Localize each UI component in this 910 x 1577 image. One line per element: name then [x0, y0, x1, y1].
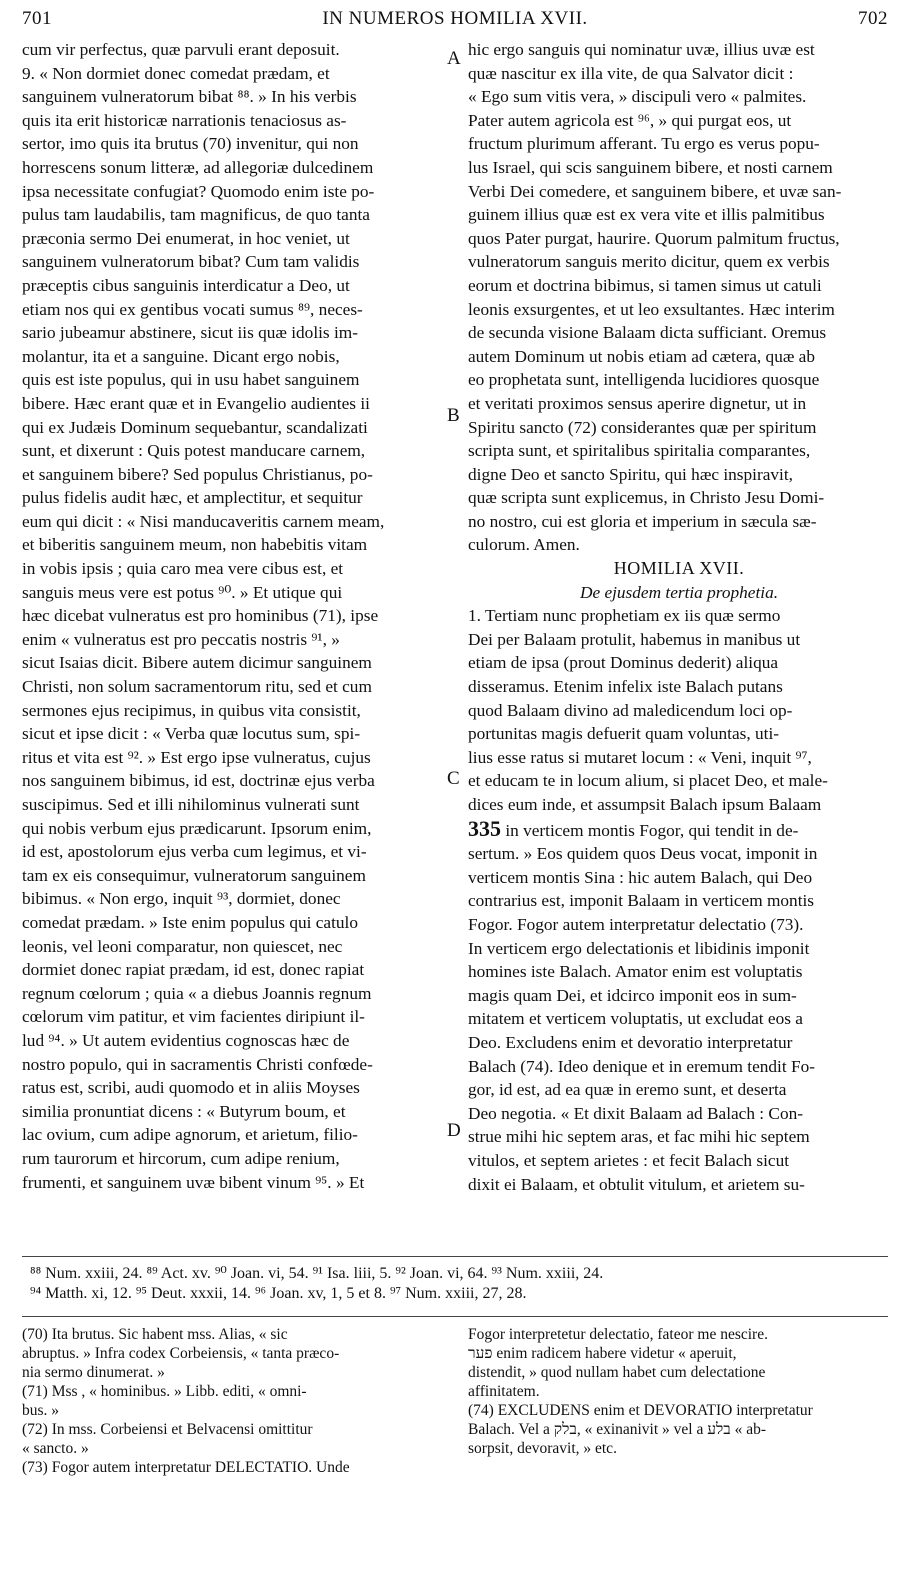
note-line: (73) Fogor autem interpretatur DELECTATIO. Unde: [22, 1459, 350, 1476]
text-line: comedat prædam. » Iste enim populus qui catulo: [22, 912, 358, 932]
text-line: lud ⁹⁴. » Ut autem evidentius cognoscas hæc de: [22, 1030, 350, 1050]
text-line: Spiritu sancto (72) considerantes quæ per spiritum: [468, 417, 817, 437]
text-line: rum taurorum et hircorum, cum adipe renium,: [22, 1148, 340, 1168]
text-line: enim « vulneratus est pro peccatis nostris ⁹¹, »: [22, 629, 340, 649]
notes-left-column: [22, 1325, 446, 1477]
text-line: sertor, imo quis ita brutus (70) invenitur, qui non: [22, 134, 359, 154]
text-line: « Ego sum vitis vera, » discipuli vero « palmites.: [468, 87, 807, 107]
original-page-marker: 335: [468, 816, 501, 841]
note-line: abruptus. » Infra codex Corbeiensis, « tanta præco-: [22, 1345, 340, 1362]
scripture-references: [30, 1264, 890, 1304]
reference-line: ⁸⁸ Num. xxiii, 24. ⁸⁹ Act. xv. ⁹⁰ Joan. vi, 54. ⁹¹ Isa. liii, 5. ⁹² Joan. vi, 64. ⁹³ Num. xxiii, 24.: [30, 1265, 604, 1282]
text-line: quos Pater purgat, haurire. Quorum palmitum fructus,: [468, 228, 840, 248]
text-line: Christi, non solum sacramentorum ritu, sed et cum: [22, 677, 372, 697]
text-line: culorum. Amen.: [468, 535, 580, 555]
text-line: autem Dominum ut nobis etiam ad cætera, quæ ab: [468, 346, 815, 366]
margin-letter-d: D: [447, 1120, 461, 1141]
text-line: quis est iste populus, qui in usu habet sanguinem: [22, 370, 360, 390]
text-line: nos sanguinem bibimus, id est, doctrinæ ejus verba: [22, 771, 375, 791]
margin-letter-a: A: [447, 48, 461, 69]
text-line: lius esse ratus si mutaret locum : « Veni, inquit ⁹⁷,: [468, 747, 812, 767]
text-line: digne Deo et sancto Spiritu, qui hæc inspiravit,: [468, 464, 793, 484]
text-line: no nostro, cui est gloria et imperium in sæcula sæ-: [468, 511, 817, 531]
text-line: lus Israel, qui scis sanguinem bibere, et nosti carnem: [468, 157, 833, 177]
page-number-right: 702: [858, 8, 888, 29]
text-line: quæ scripta sunt explicemus, in Christo Jesu Domi-: [468, 488, 825, 508]
note-line: פער enim radicem habere videtur « aperuit,: [468, 1345, 737, 1362]
text-line: homines iste Balach. Amator enim est voluptatis: [468, 962, 803, 982]
text-line: Fogor. Fogor autem interpretatur delectatio (73).: [468, 914, 804, 934]
text-line: leonis exsurgentes, et ut leo exsultantes. Hæc interim: [468, 299, 835, 319]
text-line: etiam nos qui ex gentibus vocati sumus ⁸⁹, neces-: [22, 299, 363, 319]
text-line: guinem illius quæ est ex vera vite et illis palmitibus: [468, 205, 825, 225]
text-line: ritus et vita est ⁹². » Est ergo ipse vulneratus, cujus: [22, 747, 371, 767]
text-line: Balach (74). Ideo denique et in eremum tendit Fo-: [468, 1056, 815, 1076]
text-line: 9. « Non dormiet donec comedat prædam, et: [22, 63, 330, 83]
note-line: (70) Ita brutus. Sic habent mss. Alias, « sic: [22, 1326, 288, 1343]
text-line: bibere. Hæc erant quæ et in Evangelio audientes ii: [22, 393, 370, 413]
text-line: [468, 817, 890, 843]
text-line: tam ex eis consequimur, vulneratorum sanguinem: [22, 865, 366, 885]
text-line: sertum. » Eos quidem quos Deus vocat, imponit in: [468, 844, 818, 864]
text-line: Pater autem agricola est ⁹⁶, » qui purgat eos, ut: [468, 110, 792, 130]
text-line: ipsa necessitate confugiat? Quomodo enim iste po-: [22, 181, 375, 201]
text-line: Deo. Excludens enim et devoratio interpretatur: [468, 1032, 793, 1052]
running-title: IN NUMEROS HOMILIA XVII.: [322, 8, 588, 29]
references-divider: [22, 1256, 888, 1257]
text-line: suscipimus. Sed et illi nihilominus vulnerati sunt: [22, 795, 360, 814]
notes-divider: [22, 1316, 888, 1317]
text-line: sunt, et dixerunt : Quis potest manducare carnem,: [22, 441, 366, 461]
text-line: quod Balaam divino ad maledicendum loci op-: [468, 700, 793, 720]
notes-right-column: [468, 1325, 890, 1458]
text-line: mitatem et verticem voluptatis, ut excludat eos a: [468, 1009, 803, 1029]
text-line: sario jubeamur abstinere, sicut iis quæ idolis im-: [22, 323, 358, 343]
note-line: affinitatem.: [468, 1383, 540, 1400]
homily-subtitle: De ejusdem tertia prophetia.: [579, 582, 779, 602]
text-line: contrarius est, imponit Balaam in verticem montis: [468, 891, 815, 911]
text-line: vitulos, et septem arietes : et fecit Balach sicut: [468, 1150, 790, 1170]
page-number-left: 701: [22, 8, 52, 29]
text-line: portunitas magis defuerit quam voluntas, uti-: [468, 724, 780, 744]
text-line: dices eum inde, et assumpsit Balach ipsum Balaam: [468, 795, 822, 814]
text-line: cœlorum vim patitur, et vim facientes diripiunt il-: [22, 1007, 365, 1027]
text-line: horrescens sonum litteræ, ad allegoriæ dulcedinem: [22, 157, 374, 177]
text-line: strue mihi hic septem aras, et fac mihi hic septem: [468, 1127, 810, 1147]
text-line: disseramus. Etenim infelix iste Balach putans: [468, 677, 783, 697]
margin-letter-c: C: [447, 768, 460, 789]
text-line: qui nobis verbum ejus prædicarunt. Ipsorum enim,: [22, 818, 372, 838]
note-line: sorpsit, devoravit, » etc.: [468, 1440, 617, 1457]
text-line: et educam te in locum alium, si placet Deo, et male-: [468, 771, 828, 791]
text-line: fructum plurimum afferant. Tu ergo es verus popu-: [468, 134, 820, 154]
text-line: eum qui dicit : « Nisi manducaveritis carnem meam,: [22, 511, 385, 531]
text-line: Dei per Balaam protulit, habemus in manibus ut: [468, 629, 801, 649]
text-line: sanguinem vulneratorum bibat ⁸⁸. » In his verbis: [22, 87, 357, 107]
text-line: qui ex Judæis Dominum sequebantur, scandalizati: [22, 417, 368, 437]
text-line: in vobis ipsis ; quia caro mea vere cibus est, et: [22, 559, 344, 579]
margin-letter-b: B: [447, 405, 460, 426]
text-line: frumenti, et sanguinem uvæ bibent vinum ⁹⁵. » Et: [22, 1172, 365, 1192]
text-line: et veritati proximos sensus aperire dignetur, ut in: [468, 393, 807, 413]
text-line: et biberitis sanguinem meum, non habebitis vitam: [22, 535, 368, 555]
text-line: In verticem ergo delectationis et libidinis imponit: [468, 938, 810, 958]
text-line: ratus est, scribi, audi quomodo et in aliis Moyses: [22, 1078, 360, 1098]
text-line: similia pronuntiat dicens : « Butyrum boum, et: [22, 1101, 346, 1121]
homily-title: HOMILIA XVII.: [613, 558, 745, 579]
text-line: hæc dicebat vulneratus est pro hominibus (71), ipse: [22, 606, 379, 626]
text-line: nostro populo, qui in sacramentis Christi confœde-: [22, 1054, 373, 1074]
running-header: [22, 8, 888, 34]
right-column: [468, 38, 890, 1196]
left-column: [22, 38, 446, 1194]
text-line-content: in verticem montis Fogor, qui tendit in de-: [505, 820, 799, 840]
text-line: sermones ejus recipimus, in quibus vita consistit,: [22, 700, 361, 720]
text-line: dixit ei Balaam, et obtulit vitulum, et arietem su-: [468, 1174, 805, 1194]
text-line: dormiet donec rapiat prædam, id est, donec rapiat: [22, 960, 365, 980]
text-line: præconia sermo Dei enumerat, in hoc veniet, ut: [22, 228, 350, 248]
note-line: « sancto. »: [22, 1440, 89, 1457]
text-line: scripta sunt, et spiritalibus spiritalia comparantes,: [468, 441, 811, 461]
text-line: leonis, vel leoni comparatur, non quiescet, nec: [22, 936, 343, 956]
text-line: lac ovium, cum adipe agnorum, et arietum, filio-: [22, 1125, 358, 1145]
text-line: Deo negotia. « Et dixit Balaam ad Balach : Con-: [468, 1103, 803, 1123]
text-line: regnum cœlorum ; quia « a diebus Joannis regnum: [22, 983, 372, 1003]
text-line: pulus fidelis audit hæc, et amplectitur, et sequitur: [22, 488, 363, 508]
text-line: eo prophetata sunt, intelligenda lucidiores quosque: [468, 370, 820, 390]
note-line: Balach. Vel a בלק, « exinanivit » vel a בלע « ab-: [468, 1421, 767, 1438]
text-line: præceptis cibus sanguinis interdicatur a Deo, ut: [22, 275, 350, 295]
text-line: sanguinem vulneratorum bibat? Cum tam validis: [22, 252, 360, 272]
text-line: sanguis meus vere est potus ⁹⁰. » Et utique qui: [22, 582, 343, 602]
text-line: etiam de ipsa (prout Dominus dederit) aliqua: [468, 653, 779, 673]
text-line: molantur, ita et a sanguine. Dicant ergo nobis,: [22, 346, 340, 366]
note-line: nia sermo dinumerat. »: [22, 1364, 165, 1381]
text-line: verticem montis Sina : hic autem Balach, qui Deo: [468, 867, 813, 887]
text-line: bibimus. « Non ergo, inquit ⁹³, dormiet, donec: [22, 889, 341, 909]
text-line: Verbi Dei comedere, et sanguinem bibere, et uvæ san-: [468, 181, 842, 201]
text-line: cum vir perfectus, quæ parvuli erant deposuit.: [22, 40, 340, 59]
text-line: gor, id est, ad ea quæ in eremo sunt, et deserta: [468, 1080, 787, 1100]
text-line: quis ita erit historicæ narrationis tenaciosus as-: [22, 110, 347, 130]
note-line: Fogor interpretetur delectatio, fateor me nescire.: [468, 1326, 768, 1343]
text-line: de secunda visione Balaam dicta sufficiant. Oremus: [468, 323, 827, 343]
note-line: bus. »: [22, 1402, 60, 1419]
text-line: et sanguinem bibere? Sed populus Christianus, po-: [22, 464, 373, 484]
text-line: vulneratorum sanguis merito dicitur, quem ex verbis: [468, 252, 830, 272]
note-line: (72) In mss. Corbeiensi et Belvacensi omittitur: [22, 1421, 313, 1438]
text-line: quæ nascitur ex illa vite, de qua Salvator dicit :: [468, 63, 794, 83]
note-line: distendit, » quod nullam habet cum delectatione: [468, 1364, 766, 1381]
text-line: sicut et ipse dicit : « Verba quæ locutus sum, spi-: [22, 724, 361, 744]
text-line: hic ergo sanguis qui nominatur uvæ, illius uvæ est: [468, 40, 815, 59]
text-line: pulus tam laudabilis, tam magnificus, de quo tanta: [22, 205, 370, 225]
text-line: id est, apostolorum ejus verba cum legimus, et vi-: [22, 842, 367, 862]
text-line: magis quam Dei, et idcirco imponit eos in sum-: [468, 985, 797, 1005]
note-line: (74) EXCLUDENS enim et DEVORATIO interpretatur: [468, 1402, 813, 1419]
text-line: sicut Isaias dicit. Bibere autem dicimur sanguinem: [22, 653, 372, 673]
text-line: eorum et doctrina bibimus, si tamen simus ut catuli: [468, 275, 822, 295]
reference-line: ⁹⁴ Matth. xi, 12. ⁹⁵ Deut. xxxii, 14. ⁹⁶ Joan. xv, 1, 5 et 8. ⁹⁷ Num. xxiii, 27, 28.: [30, 1285, 527, 1302]
text-line: 1. Tertiam nunc prophetiam ex iis quæ sermo: [468, 606, 781, 626]
note-line: (71) Mss , « hominibus. » Libb. editi, « omni-: [22, 1383, 307, 1400]
